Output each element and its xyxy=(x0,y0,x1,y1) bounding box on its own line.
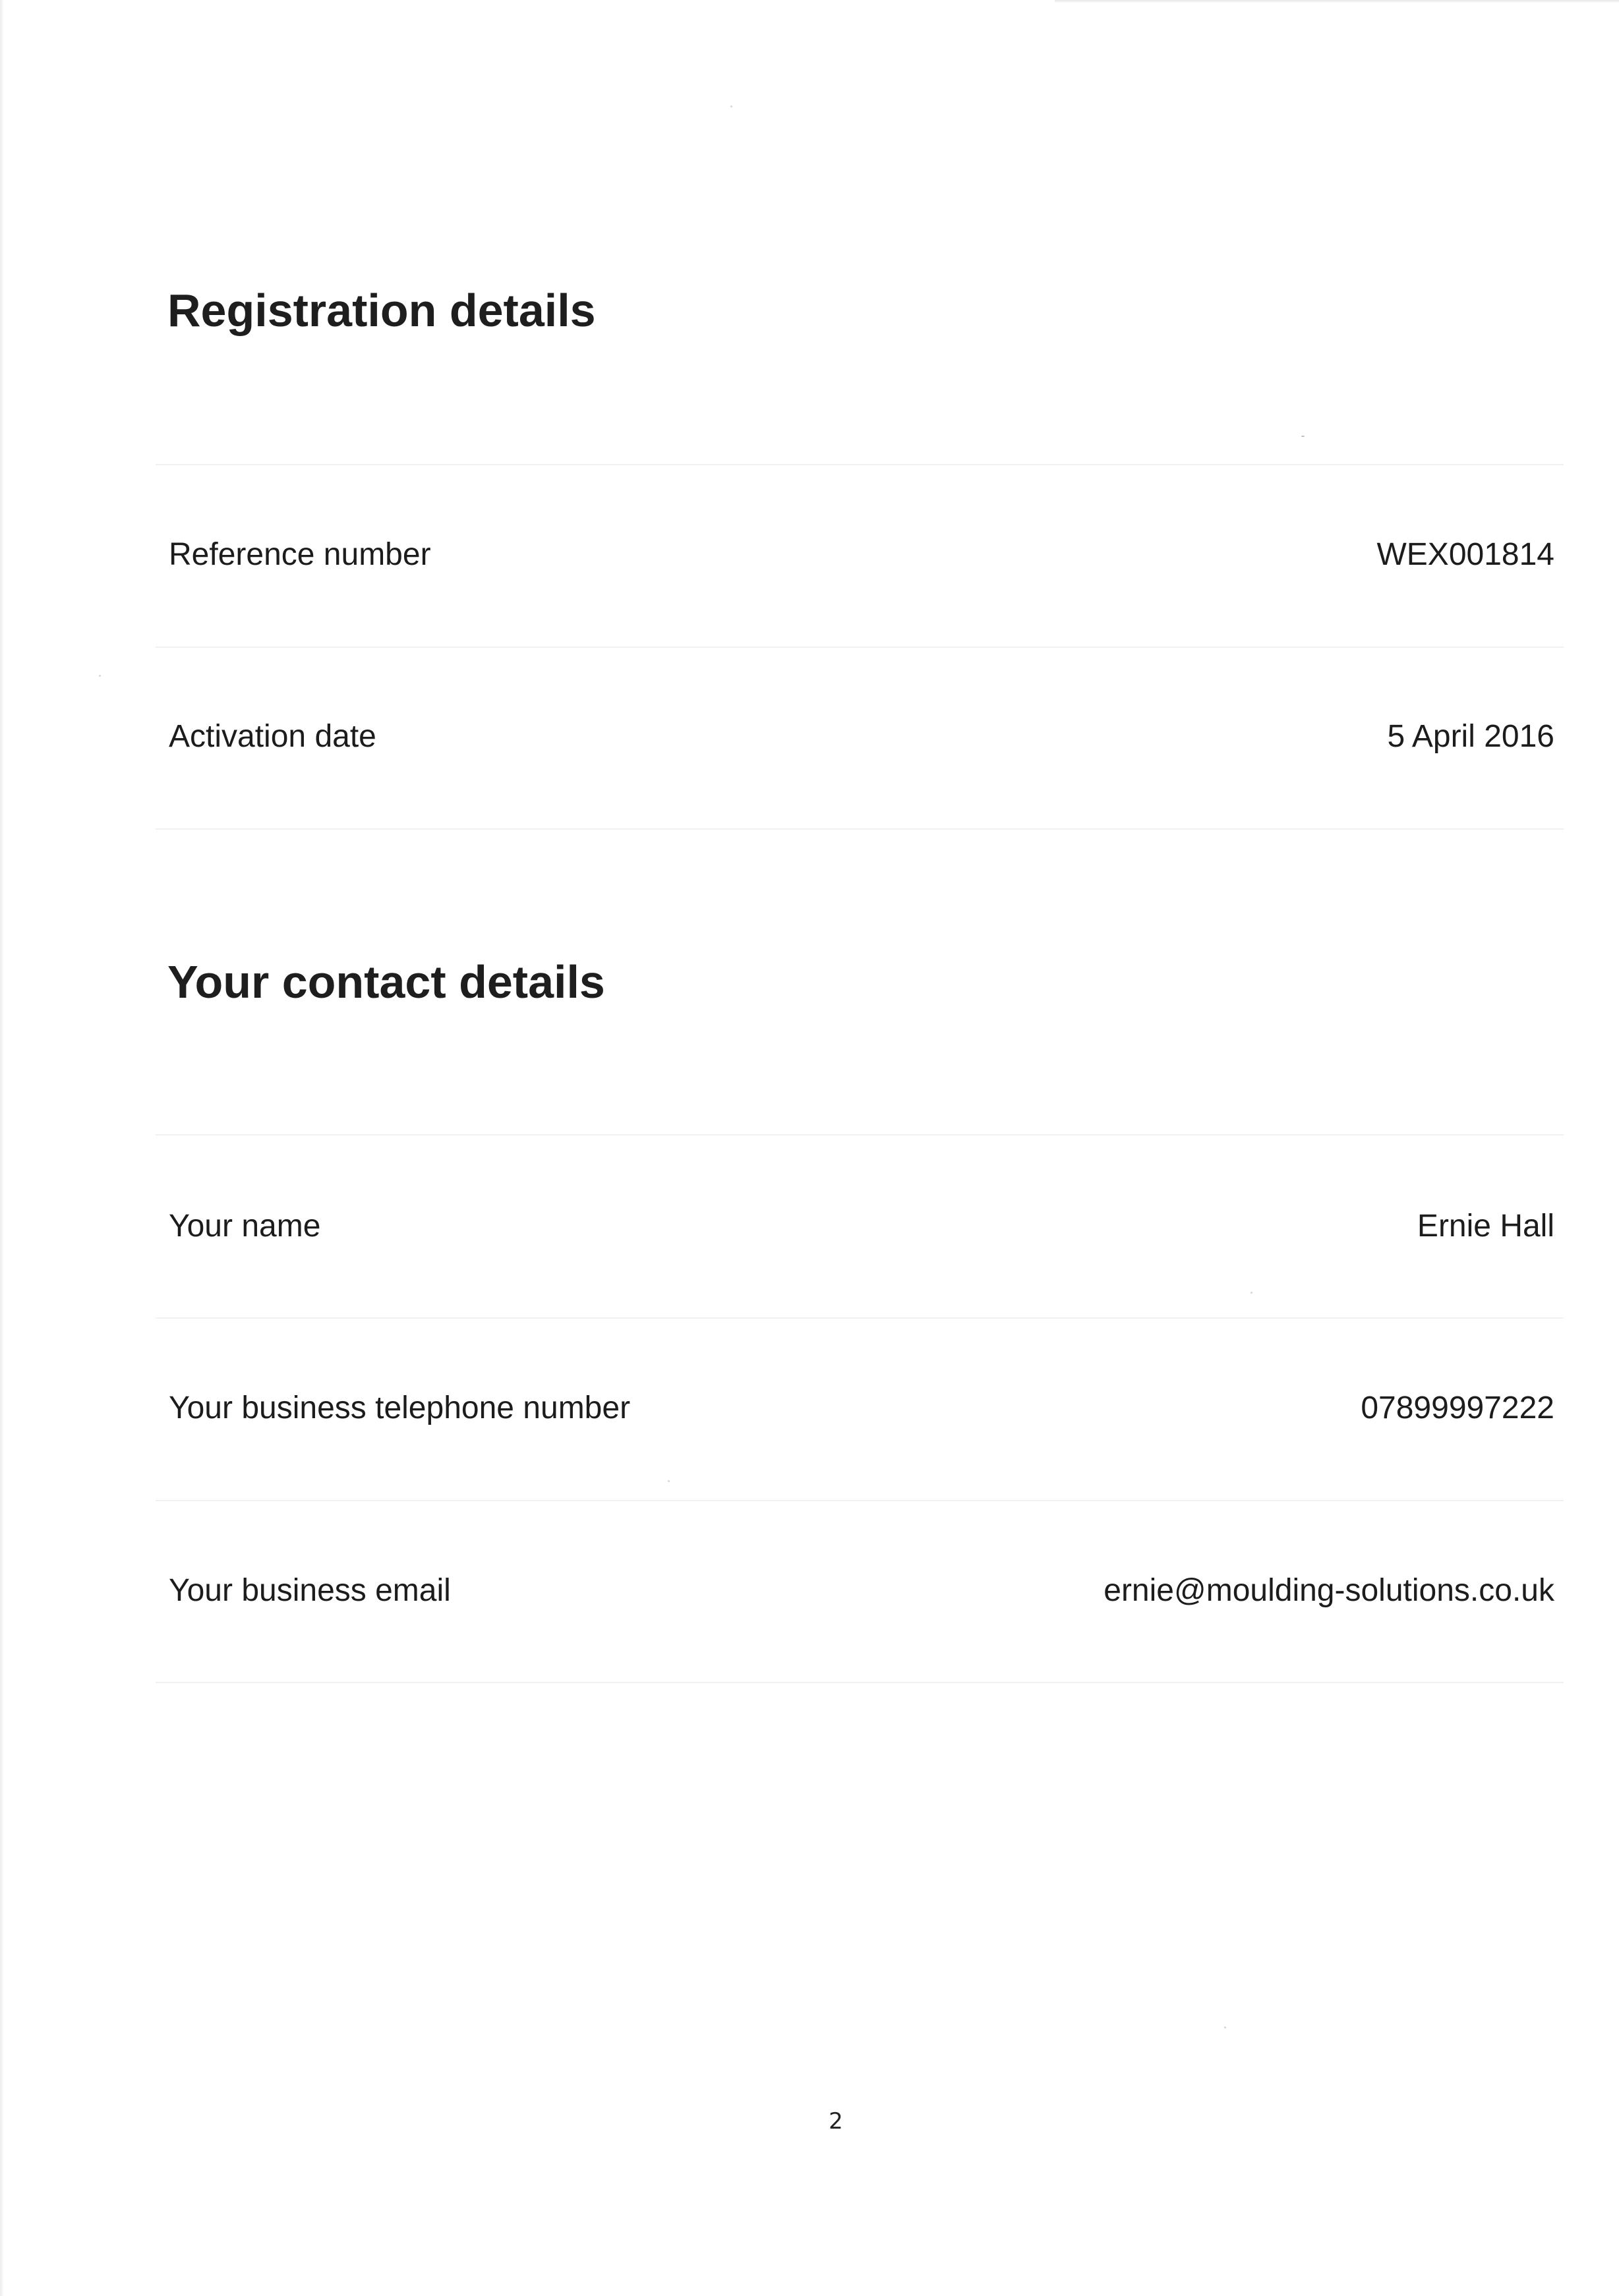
contact-details-heading: Your contact details xyxy=(167,956,605,1008)
business-email-label: Your business email xyxy=(169,1573,451,1608)
registration-divider-middle xyxy=(156,646,1564,648)
business-telephone-label: Your business telephone number xyxy=(169,1391,631,1425)
registration-divider-top xyxy=(156,464,1564,465)
contact-divider-2 xyxy=(156,1500,1564,1501)
page-number: 2 xyxy=(829,2108,843,2135)
reference-number-label: Reference number xyxy=(169,537,431,572)
your-name-label: Your name xyxy=(169,1209,321,1244)
your-name-value: Ernie Hall xyxy=(1417,1209,1554,1244)
contact-divider-top xyxy=(156,1134,1564,1135)
scan-speck xyxy=(1301,436,1305,437)
scan-speck xyxy=(1224,2026,1226,2028)
activation-date-label: Activation date xyxy=(169,719,376,754)
business-telephone-value: 07899997222 xyxy=(1361,1391,1554,1425)
contact-divider-bottom xyxy=(156,1682,1564,1683)
scan-speck xyxy=(668,1480,670,1482)
scan-speck xyxy=(730,105,732,107)
registration-details-heading: Registration details xyxy=(167,285,596,336)
registration-divider-bottom xyxy=(156,828,1564,830)
scan-edge-top xyxy=(1055,0,1619,3)
scan-speck xyxy=(99,675,101,677)
contact-divider-1 xyxy=(156,1317,1564,1319)
reference-number-value: WEX001814 xyxy=(1376,537,1554,572)
business-email-value: ernie@moulding-solutions.co.uk xyxy=(1104,1573,1554,1608)
scan-speck xyxy=(1251,1292,1252,1294)
scan-edge-left xyxy=(0,0,4,2296)
activation-date-value: 5 April 2016 xyxy=(1387,719,1554,754)
